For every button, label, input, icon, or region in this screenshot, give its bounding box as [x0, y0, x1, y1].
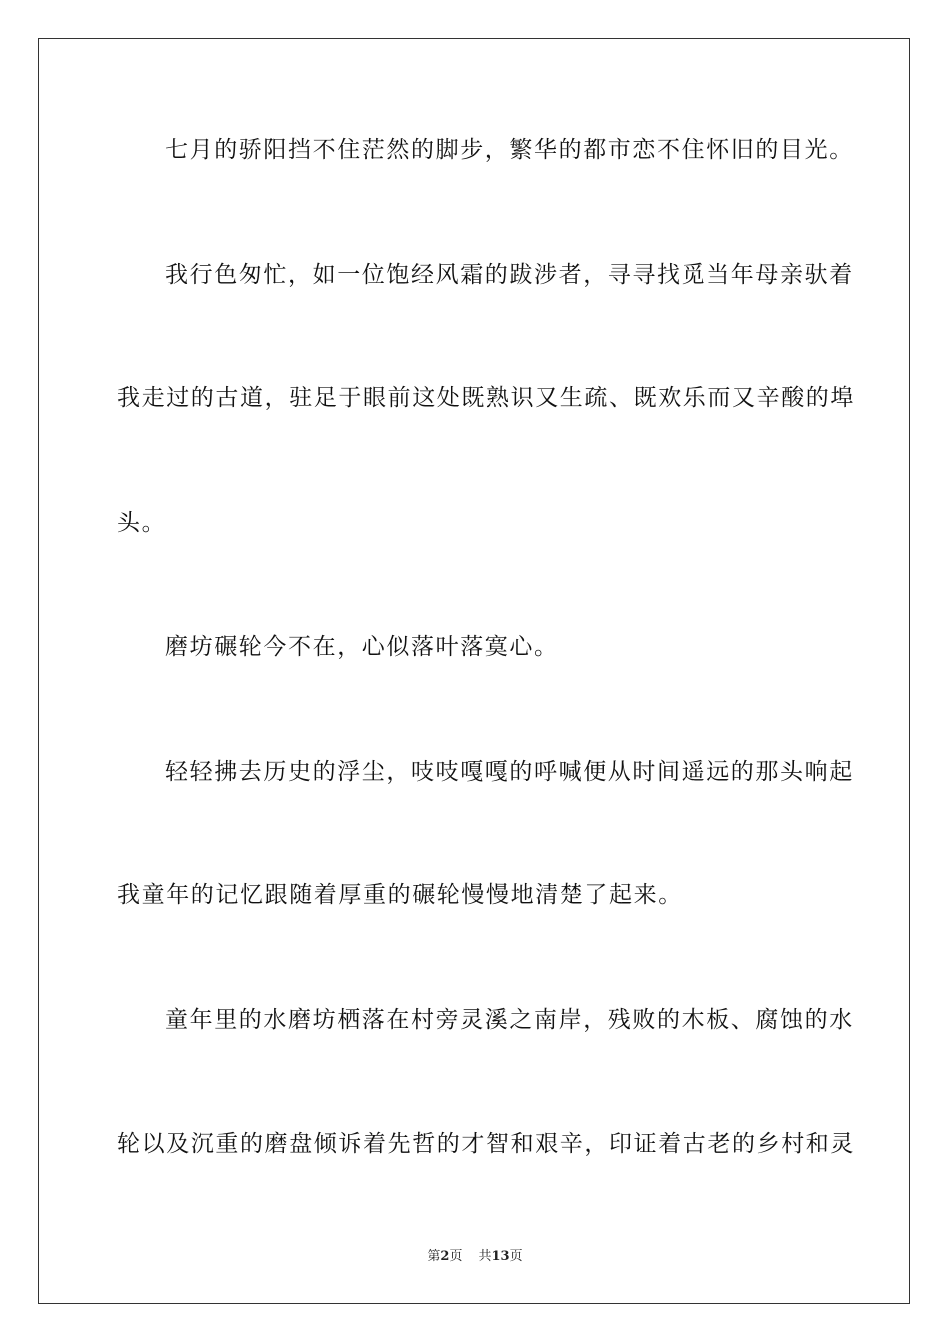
text-line-6: 轻轻拂去历史的浮尘，吱吱嘎嘎的呼喊便从时间遥远的那头响起: [165, 759, 854, 785]
text-line-2: 我行色匆忙，如一位饱经风霜的跋涉者，寻寻找觅当年母亲驮着: [165, 262, 854, 288]
text-line-4: 头。: [117, 510, 167, 536]
total-pages-label: 共13页: [478, 1249, 523, 1264]
page-frame: [38, 38, 910, 1304]
text-line-5: 磨坊碾轮今不在，心似落叶落寞心。: [165, 634, 559, 660]
text-line-9: 轮以及沉重的磨盘倾诉着先哲的才智和艰辛，印证着古老的乡村和灵: [117, 1131, 855, 1157]
text-line-1: 七月的骄阳挡不住茫然的脚步，繁华的都市恋不住怀旧的目光。: [165, 137, 854, 163]
total-page-count: 13: [491, 1249, 510, 1264]
current-page-number: 2: [440, 1249, 450, 1264]
text-line-8: 童年里的水磨坊栖落在村旁灵溪之南岸，残败的木板、腐蚀的水: [165, 1007, 854, 1033]
text-line-7: 我童年的记忆跟随着厚重的碾轮慢慢地清楚了起来。: [117, 882, 683, 908]
page-footer: [0, 1248, 950, 1266]
text-line-3: 我走过的古道，驻足于眼前这处既熟识又生疏、既欢乐而又辛酸的埠: [117, 385, 855, 411]
page-label: 第2页: [427, 1249, 463, 1264]
